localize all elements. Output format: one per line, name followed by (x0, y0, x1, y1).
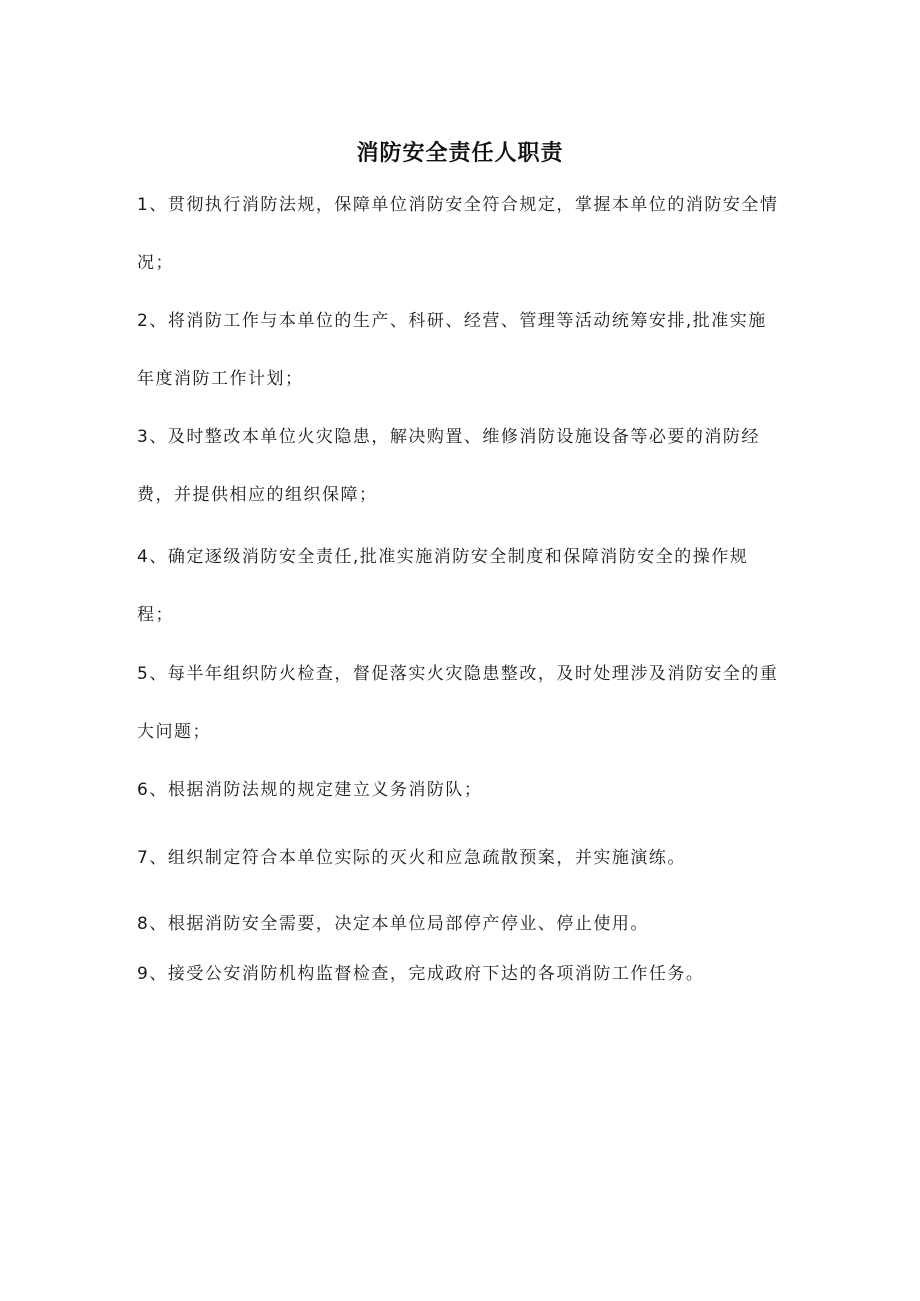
clause-2: 2、将消防工作与本单位的生产、科研、经营、管理等活动统筹安排,批准实施年度消防工作计划； (137, 311, 767, 389)
clause-4: 4、确定逐级消防安全责任,批准实施消防安全制度和保障消防安全的操作规程； (137, 547, 749, 625)
clause-8: 8、根据消防安全需要，决定本单位局部停产停业、停止使用。 (137, 914, 649, 934)
clause-9: 9、接受公安消防机构监督检查，完成政府下达的各项消防工作任务。 (137, 964, 705, 984)
clause-3: 3、及时整改本单位火灾隐患，解决购置、维修消防设施设备等必要的消防经费，并提供相应的组织保障； (137, 427, 760, 505)
clause-1: 1、贯彻执行消防法规，保障单位消防安全符合规定，掌握本单位的消防安全情况； (137, 195, 779, 273)
clause-7: 7、组织制定符合本单位实际的灭火和应急疏散预案，并实施演练。 (137, 848, 686, 868)
clause-5: 5、每半年组织防火检查，督促落实火灾隐患整改，及时处理涉及消防安全的重大问题； (137, 664, 779, 742)
clause-6: 6、根据消防法规的规定建立义务消防队； (137, 780, 483, 800)
page-title: 消防安全责任人职责 (356, 139, 564, 166)
